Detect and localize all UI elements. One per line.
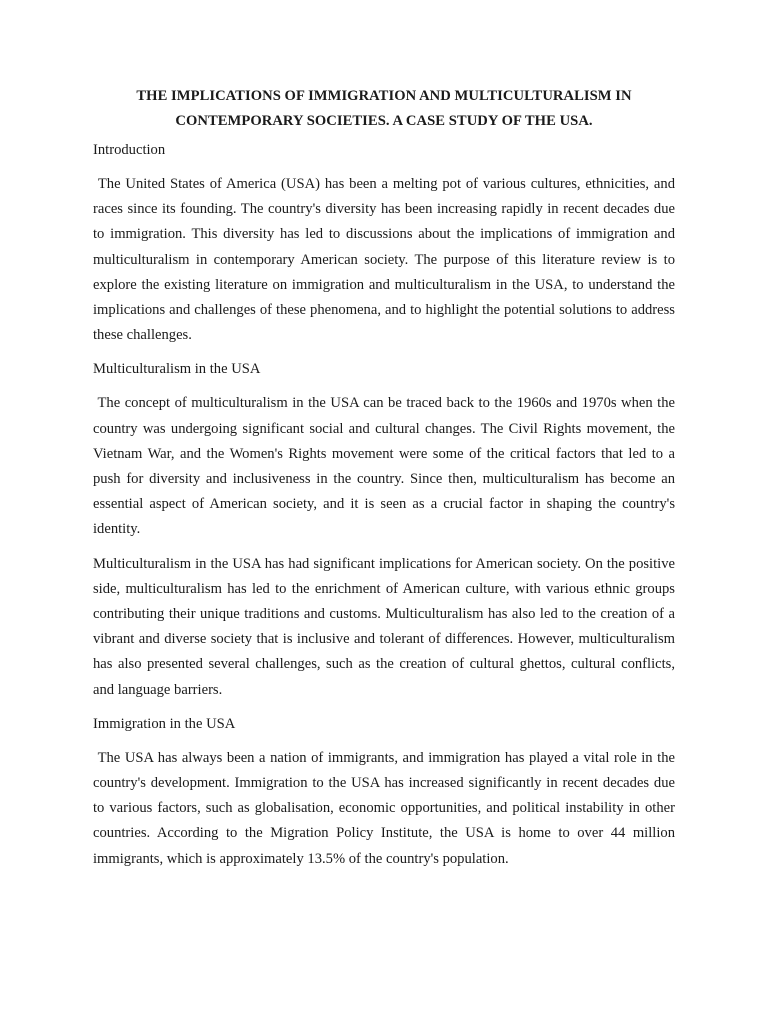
title-line-1: THE IMPLICATIONS OF IMMIGRATION AND MULTICULTURALISM IN (136, 88, 632, 104)
section-heading-immigration: Immigration in the USA (93, 715, 236, 732)
immigration-paragraph: The USA has always been a nation of immigrants, and immigration has played a vital role in the country's development. Immigration to the USA has increased significantly in recent decades due to various factors, such as globalisation, economic opportunities, and political instability in other countries. According to the Migration Policy Institute, the USA is home to over 44 million immigrants, which is approximately 13.5% of the country's population. (93, 749, 675, 867)
introduction-paragraph: The United States of America (USA) has been a melting pot of various cultures, ethnicities, and races since its founding. The country's diversity has been increasing rapidly in recent decades due to immigration. This diversity has led to discussions about the implications of immigration and multiculturalism in contemporary American society. The purpose of this literature review is to explore the existing literature on immigration and multiculturalism in the USA, to understand the implications and challenges of these phenomena, and to highlight the potential solutions to address these challenges. (93, 176, 675, 344)
section-heading-multiculturalism: Multiculturalism in the USA (93, 361, 261, 378)
section-heading-introduction: Introduction (93, 142, 166, 158)
document-title (93, 84, 675, 134)
multiculturalism-paragraph-1: The concept of multiculturalism in the USA can be traced back to the 1960s and 1970s when the country was undergoing significant social and cultural changes. The Civil Rights movement, the Vietnam War, and the Women's Rights movement were some of the critical factors that led to a push for diversity and inclusiveness in the country. Since then, multiculturalism has become an essential aspect of American society, and it is seen as a crucial factor in shaping the country's identity. (93, 395, 675, 538)
multiculturalism-paragraph-2: Multiculturalism in the USA has had significant implications for American society. On the positive side, multiculturalism has led to the enrichment of American culture, with various ethnic groups contributing their unique traditions and customs. Multiculturalism has also led to the creation of a vibrant and diverse society that is inclusive and tolerant of differences. However, multiculturalism has also presented several challenges, such as the creation of cultural ghettos, cultural conflicts, and language barriers. (93, 555, 675, 698)
title-line-2: CONTEMPORARY SOCIETIES. A CASE STUDY OF THE USA. (175, 113, 593, 129)
document-body (93, 84, 675, 881)
